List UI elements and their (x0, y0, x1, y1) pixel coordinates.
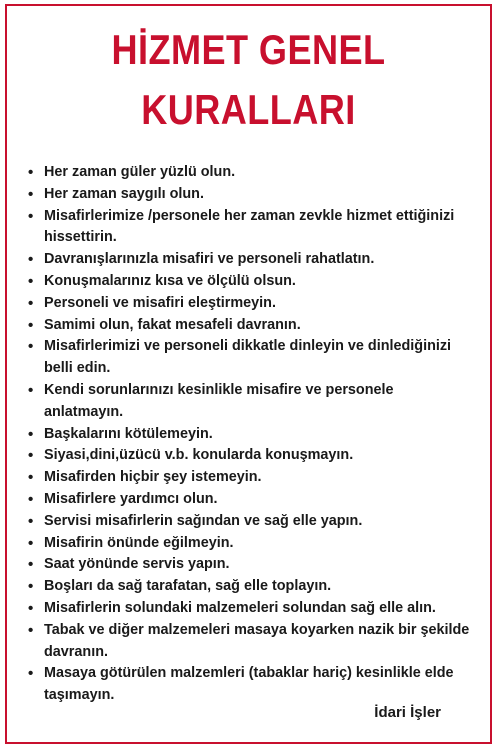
rule-text: Misafirlere yardımcı olun. (44, 490, 218, 507)
bullet-icon: • (28, 447, 34, 465)
rule-item (28, 445, 476, 467)
rule-text: Davranışlarınızla misafiri ve personeli rahatlatın. (44, 251, 375, 268)
rule-text: Samimi olun, fakat mesafeli davranın. (44, 316, 301, 333)
rule-text: Siyasi,dini,üzücü v.b. konularda konuşmayın. (44, 447, 354, 464)
rule-item (28, 533, 476, 555)
rule-item (28, 271, 476, 293)
rule-item (28, 511, 476, 533)
bullet-icon: • (28, 512, 34, 530)
bullet-icon: • (28, 599, 34, 617)
rules-list (28, 162, 476, 707)
bullet-icon: • (28, 185, 34, 203)
rule-item (28, 576, 476, 598)
rule-item (28, 162, 476, 184)
rule-text: Misafirden hiçbir şey istemeyin. (44, 469, 262, 486)
rule-text: Misafirlerimize /personele her zaman zevkle hizmet ettiğinizi hissettirin. (44, 207, 455, 246)
rule-text: Personeli ve misafiri eleştirmeyin. (44, 294, 276, 311)
bullet-icon: • (28, 338, 34, 356)
rule-text: Misafirlerimizi ve personeli dikkatle dinleyin ve dinlediğinizi belli edin. (44, 338, 452, 377)
rule-item (28, 467, 476, 489)
rule-item (28, 380, 476, 424)
rule-item (28, 554, 476, 576)
rule-text: Boşları da sağ tarafatan, sağ elle toplayın. (44, 578, 332, 595)
rule-text: Masaya götürülen malzemleri (tabaklar hariç) kesinlikle elde taşımayın. (44, 665, 454, 704)
rule-item (28, 598, 476, 620)
bullet-icon: • (28, 469, 34, 487)
bullet-icon: • (28, 207, 34, 225)
rule-text: Misafirlerin solundaki malzemeleri solundan sağ elle alın. (44, 599, 436, 616)
rule-text: Kendi sorunlarınızı kesinlikle misafire ve personele anlatmayın. (44, 381, 394, 420)
rule-text: Konuşmalarınız kısa ve ölçülü olsun. (44, 272, 296, 289)
rule-item (28, 336, 476, 380)
rule-item (28, 489, 476, 511)
bullet-icon: • (28, 316, 34, 334)
bullet-icon: • (28, 294, 34, 312)
bullet-icon: • (28, 381, 34, 399)
rule-text: Her zaman saygılı olun. (44, 185, 204, 202)
bullet-icon: • (28, 578, 34, 596)
bullet-icon: • (28, 534, 34, 552)
rule-item (28, 184, 476, 206)
bullet-icon: • (28, 621, 34, 639)
rule-item (28, 315, 476, 337)
bullet-icon: • (28, 556, 34, 574)
rule-text: Servisi misafirlerin sağından ve sağ elle yapın. (44, 512, 363, 529)
bullet-icon: • (28, 425, 34, 443)
rule-text: Misafirin önünde eğilmeyin. (44, 534, 234, 551)
rule-text: Tabak ve diğer malzemeleri masaya koyarken nazik bir şekilde davranın. (44, 621, 470, 660)
rule-item (28, 249, 476, 271)
rule-item (28, 293, 476, 315)
rule-text: Saat yönünde servis yapın. (44, 556, 230, 573)
rule-item (28, 424, 476, 446)
bullet-icon: • (28, 665, 34, 683)
rule-text: Her zaman güler yüzlü olun. (44, 164, 236, 180)
rule-item (28, 620, 476, 664)
bullet-icon: • (28, 251, 34, 269)
bullet-icon: • (28, 272, 34, 290)
bullet-icon: • (28, 164, 34, 181)
poster-title-line-1: HİZMET GENEL (111, 26, 386, 73)
signature: İdari İşler (374, 704, 441, 721)
poster-title-line-2: KURALLARI (141, 86, 356, 133)
rule-item (28, 663, 476, 707)
rule-item (28, 206, 476, 250)
bullet-icon: • (28, 490, 34, 508)
rule-text: Başkalarını kötülemeyin. (44, 425, 213, 442)
